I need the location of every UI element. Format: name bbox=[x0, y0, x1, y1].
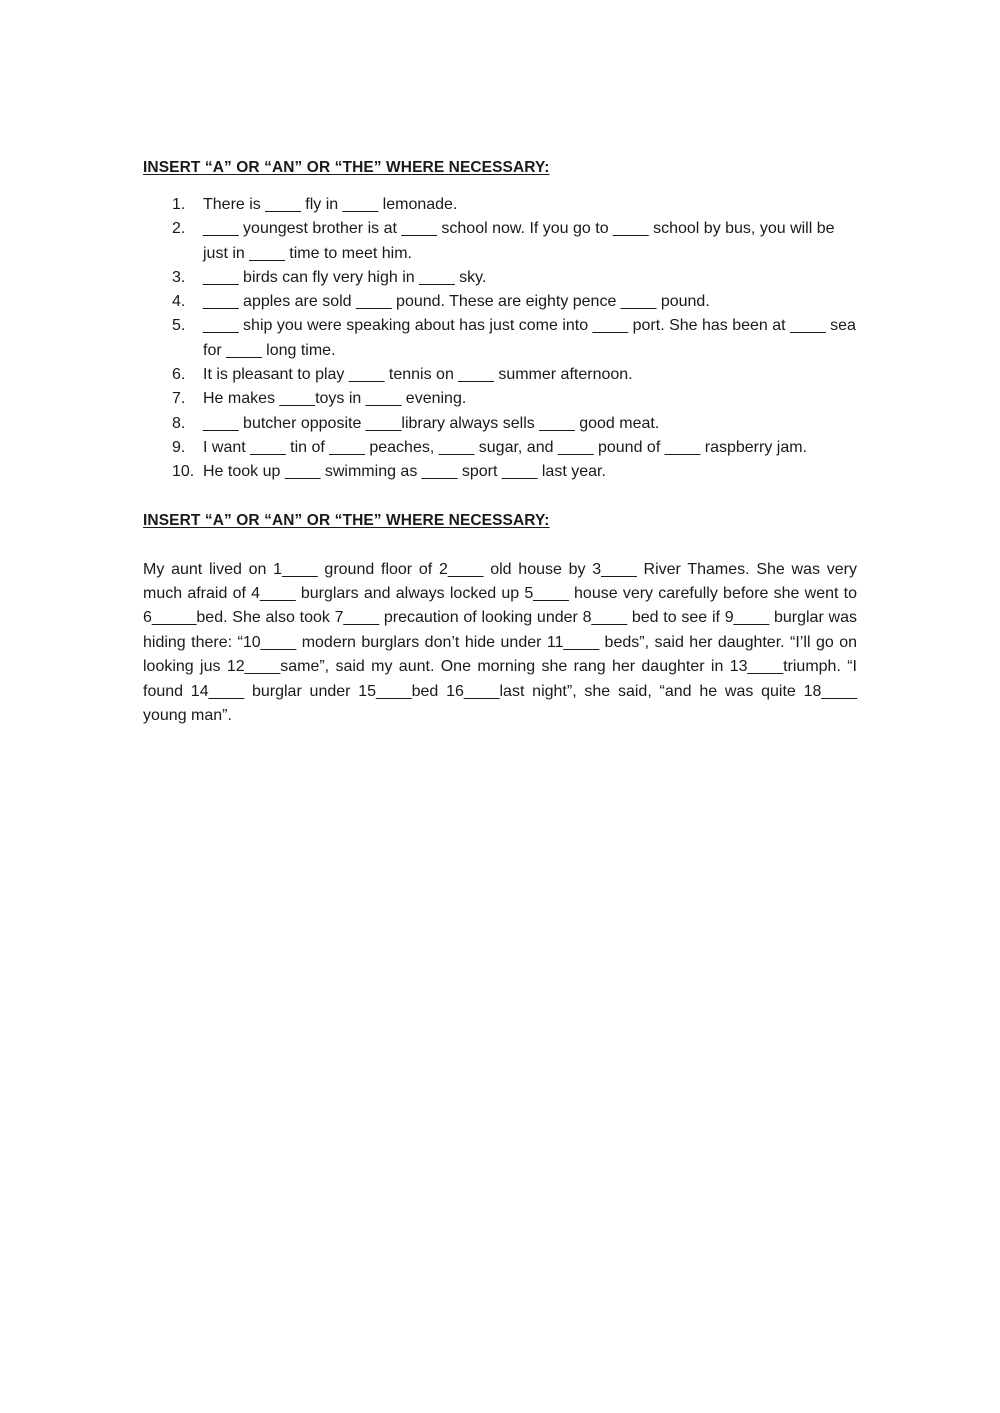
item-text: There is ____ fly in ____ lemonade. bbox=[203, 196, 458, 213]
item-number: 6. bbox=[172, 366, 186, 384]
list-item bbox=[143, 314, 857, 363]
item-number: 3. bbox=[172, 268, 186, 286]
item-number: 5. bbox=[172, 317, 186, 335]
list-item bbox=[143, 387, 857, 411]
item-number: 7. bbox=[172, 390, 186, 408]
exercise-list bbox=[143, 193, 857, 485]
item-text: He makes ____toys in ____ evening. bbox=[203, 390, 467, 408]
item-text: He took up ____ swimming as ____ sport ____ last year. bbox=[203, 463, 606, 481]
item-number: 10. bbox=[172, 463, 195, 481]
item-number: 8. bbox=[172, 414, 186, 432]
section2-heading: INSERT “A” OR “AN” OR “THE” WHERE NECESSARY: bbox=[143, 511, 550, 529]
item-text: I want ____ tin of ____ peaches, ____ sugar, and ____ pound of ____ raspberry jam. bbox=[203, 438, 807, 456]
item-number: 1. bbox=[172, 196, 186, 213]
item-text: ____ birds can fly very high in ____ sky. bbox=[203, 268, 487, 286]
list-item bbox=[143, 412, 857, 436]
item-text: ____ ship you were speaking about has just come into ____ port. She has been at ____ sea for ____ long time. bbox=[203, 317, 856, 359]
item-text: ____ youngest brother is at ____ school now. If you go to ____ school by bus, you will be just in ____ time to meet him. bbox=[203, 220, 835, 262]
list-item bbox=[143, 266, 857, 290]
list-item bbox=[143, 363, 857, 387]
item-text: ____ butcher opposite ____library always sells ____ good meat. bbox=[203, 414, 660, 432]
list-item bbox=[143, 290, 857, 314]
cloze-paragraph: My aunt lived on 1____ ground floor of 2____ old house by 3____ River Thames. She was very much afraid of 4____ burglars and always locked up 5____ house very carefully before she went to 6_____bed. She also took 7____ precaution of looking under 8____ bed to see if 9____ burglar was hiding there: “10____ modern burglars don’t hide under 11____ beds”, said her daughter. “I’ll go on looking jus 12____same”, said my aunt. One morning she rang her daughter in 13____triumph. “I found 14____ burglar under 15____bed 16____last night”, she said, “and he was quite 18____ young man”. bbox=[143, 560, 857, 724]
item-number: 9. bbox=[172, 438, 186, 456]
list-item bbox=[143, 193, 857, 217]
worksheet-page bbox=[143, 156, 857, 728]
list-item bbox=[143, 460, 857, 484]
item-number: 4. bbox=[172, 293, 186, 311]
item-number: 2. bbox=[172, 220, 186, 238]
list-item bbox=[143, 217, 857, 266]
item-text: It is pleasant to play ____ tennis on ____ summer afternoon. bbox=[203, 366, 633, 384]
section1-heading: INSERT “A” OR “AN” OR “THE” WHERE NECESSARY: bbox=[143, 159, 550, 176]
item-text: ____ apples are sold ____ pound. These are eighty pence ____ pound. bbox=[203, 293, 710, 311]
list-item bbox=[143, 436, 857, 460]
